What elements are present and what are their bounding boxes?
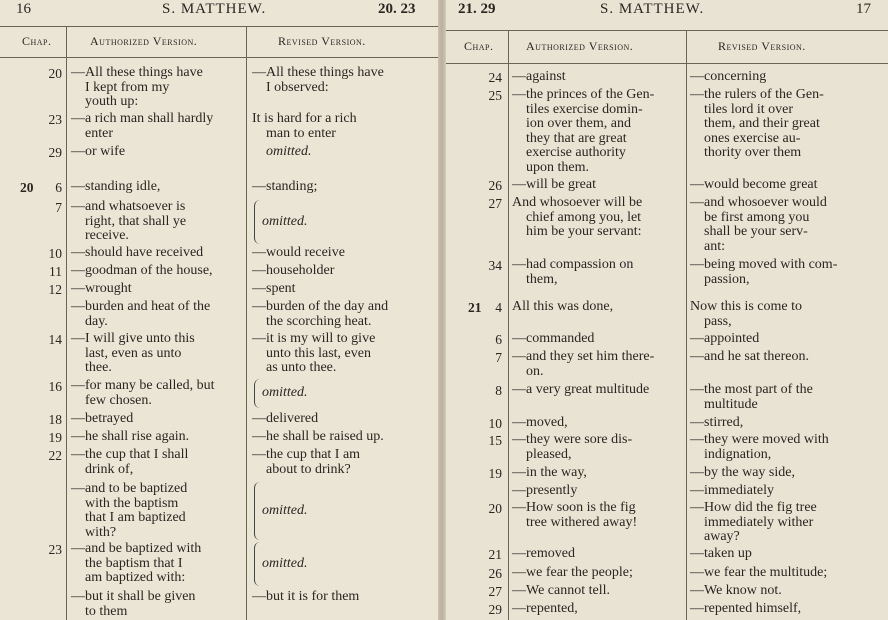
revised-text: omitted. <box>266 144 312 159</box>
verse-number: 7 <box>55 200 62 215</box>
authorized-text: they that are great <box>526 130 627 146</box>
revised-text: ones exercise au- <box>704 130 801 146</box>
verse-number: 34 <box>488 258 502 273</box>
authorized-text: —presently <box>512 483 578 498</box>
authorized-text: tree withered away! <box>526 514 638 530</box>
running-head <box>446 0 888 18</box>
verse-number: 18 <box>48 412 62 427</box>
authorized-text: —for many be called, but <box>71 378 215 393</box>
authorized-text: —How soon is the fig <box>512 500 636 515</box>
brace-mark <box>254 542 261 586</box>
authorized-text: All this was done, <box>512 299 614 314</box>
revised-text: omitted. <box>262 502 308 518</box>
revised-text: unto this last, even <box>266 345 371 361</box>
authorized-text: pleased, <box>526 446 572 462</box>
verse-number: 10 <box>488 416 502 431</box>
verse-number: 14 <box>48 332 62 347</box>
authorized-text: —will be great <box>512 177 596 192</box>
authorized-text: —and whatsoever is <box>71 199 186 214</box>
authorized-text: —should have received <box>71 245 204 260</box>
revised-text: be first among you <box>704 209 810 225</box>
authorized-text: —burden and heat of the <box>71 299 211 314</box>
verse-number: 24 <box>488 70 502 85</box>
revised-text: —appointed <box>690 331 760 346</box>
authorized-text: —wrought <box>71 281 132 296</box>
verse-range: 21. 29 <box>458 1 496 17</box>
revised-text: omitted. <box>262 555 308 571</box>
revised-text: —by the way side, <box>690 465 795 480</box>
authorized-text: drink of, <box>85 461 134 477</box>
revised-text: about to drink? <box>266 461 351 477</box>
brace-mark <box>254 379 261 408</box>
left-page <box>0 0 438 620</box>
verse-number: 21 <box>488 547 502 562</box>
verse-number: 26 <box>488 178 502 193</box>
authorized-text: —and they set him there- <box>512 349 655 364</box>
authorized-text: them, <box>526 271 558 287</box>
authorized-text: right, that shall ye <box>85 213 187 229</box>
column-rule <box>246 26 247 620</box>
authorized-text: —repented, <box>512 601 578 616</box>
revised-text: tiles lord it over <box>704 101 794 117</box>
verse-number: 26 <box>488 566 502 581</box>
header-chap: Chap. <box>464 39 494 53</box>
authorized-text: —he shall rise again. <box>71 429 190 444</box>
authorized-text: that I am baptized <box>85 510 186 525</box>
revised-text: —How did the fig tree <box>690 500 817 515</box>
authorized-text: on. <box>526 363 544 379</box>
revised-text: —but it is for them <box>252 589 360 604</box>
authorized-text: I kept from my <box>85 79 170 95</box>
authorized-text: him be your servant: <box>526 224 642 239</box>
revised-text: —it is my will to give <box>252 331 376 346</box>
page-number: 17 <box>856 1 871 17</box>
verse-number: 7 <box>495 350 502 365</box>
chapter-number: 20 <box>20 180 34 195</box>
revised-text: —the rulers of the Gen- <box>690 87 824 102</box>
verse-number: 22 <box>48 448 62 463</box>
revised-text: thority over them <box>704 145 802 160</box>
revised-text: —concerning <box>690 69 767 84</box>
revised-text: —We know not. <box>690 583 782 598</box>
authorized-text: —but it shall be given <box>71 589 196 604</box>
revised-text: —being moved with com- <box>690 257 838 272</box>
verse-number: 20 <box>488 501 502 516</box>
revised-text: —immediately <box>690 483 774 498</box>
header-chap: Chap. <box>22 34 52 48</box>
revised-text: multitude <box>704 396 758 412</box>
authorized-text: —commanded <box>512 331 595 346</box>
authorized-text: —We cannot tell. <box>512 583 611 598</box>
revised-text: —would receive <box>252 245 345 260</box>
brace-mark <box>254 482 261 540</box>
authorized-text: —I will give unto this <box>71 331 195 346</box>
authorized-text: —the princes of the Gen- <box>512 87 655 102</box>
revised-text: —householder <box>252 263 335 278</box>
authorized-text: youth up: <box>85 94 139 109</box>
authorized-text: —removed <box>512 546 575 561</box>
authorized-text: —and be baptized with <box>71 541 202 556</box>
revised-text: —burden of the day and <box>252 299 389 314</box>
book-gutter <box>438 0 446 620</box>
running-title: S. MATTHEW. <box>600 1 705 17</box>
authorized-text: last, even as unto <box>85 345 182 361</box>
revised-text: —standing; <box>252 179 318 194</box>
authorized-text: exercise authority <box>526 145 626 160</box>
authorized-text: the baptism that I <box>85 555 183 571</box>
authorized-text: chief among you, let <box>526 209 642 225</box>
verse-number: 12 <box>48 282 62 297</box>
page-number: 16 <box>16 1 31 17</box>
authorized-text: few chosen. <box>85 392 152 408</box>
revised-text: omitted. <box>262 213 308 229</box>
verse-number: 27 <box>488 584 502 599</box>
revised-text: —delivered <box>252 411 319 426</box>
revised-text: —the most part of the <box>690 382 813 397</box>
authorized-text: And whosoever will be <box>512 195 643 210</box>
column-rule <box>66 26 67 620</box>
authorized-text: —All these things have <box>71 65 203 80</box>
header-revised-version: Revised Version. <box>718 39 806 53</box>
revised-text: —would become great <box>690 177 818 192</box>
authorized-text: —we fear the people; <box>512 565 633 580</box>
revised-text: the scorching heat. <box>266 313 372 329</box>
revised-text: —repented himself, <box>690 601 802 616</box>
authorized-text: thee. <box>85 360 112 375</box>
verse-number: 29 <box>48 145 62 160</box>
revised-text: ant: <box>704 238 725 254</box>
authorized-text: —and to be baptized <box>71 481 188 496</box>
authorized-text: with? <box>85 524 117 540</box>
revised-text: man to enter <box>266 125 336 141</box>
header-revised-version: Revised Version. <box>278 34 366 48</box>
authorized-text: —betrayed <box>71 411 134 426</box>
authorized-text: —standing idle, <box>71 179 161 194</box>
revised-text: —stirred, <box>690 415 744 430</box>
brace-mark <box>254 200 261 244</box>
column-header <box>446 30 888 64</box>
revised-text: as unto thee. <box>266 360 337 375</box>
verse-range: 20. 23 <box>378 1 416 17</box>
verse-number: 6 <box>55 180 62 195</box>
revised-text: away? <box>704 529 740 544</box>
authorized-text: —a very great multitude <box>512 382 650 397</box>
revised-text: —taken up <box>690 546 752 561</box>
revised-text: —the cup that I am <box>252 447 361 462</box>
authorized-text: upon them. <box>526 159 589 175</box>
revised-text: —All these things have <box>252 65 384 80</box>
revised-text: —they were moved with <box>690 432 829 447</box>
verse-number: 10 <box>48 246 62 261</box>
verse-number: 11 <box>49 264 62 279</box>
running-head <box>0 0 438 18</box>
authorized-text: enter <box>85 125 113 141</box>
authorized-text: receive. <box>85 228 129 243</box>
right-page <box>446 0 888 620</box>
header-authorized-version: Authorized Version. <box>526 39 634 53</box>
authorized-text: —a rich man shall hardly <box>71 111 214 126</box>
authorized-text: with the baptism <box>85 495 179 511</box>
verse-number: 19 <box>488 466 502 481</box>
revised-text: shall be your serv- <box>704 224 808 239</box>
verse-number: 25 <box>488 88 502 103</box>
authorized-text: —they were sore dis- <box>512 432 633 447</box>
authorized-text: —had compassion on <box>512 257 634 272</box>
authorized-text: —or wife <box>71 144 126 159</box>
revised-text: —he shall be raised up. <box>252 429 384 444</box>
revised-text: —we fear the multitude; <box>690 565 828 580</box>
chapter-number: 21 <box>468 300 482 315</box>
revised-text: immediately wither <box>704 514 814 530</box>
verse-number: 15 <box>488 433 502 448</box>
verse-number: 16 <box>48 379 62 394</box>
verse-number: 19 <box>48 430 62 445</box>
verse-number: 23 <box>48 542 62 557</box>
column-rule <box>508 30 509 620</box>
column-rule <box>686 30 687 620</box>
authorized-text: ion over them, and <box>526 116 631 131</box>
authorized-text: day. <box>85 313 108 329</box>
verse-number: 6 <box>495 332 502 347</box>
header-authorized-version: Authorized Version. <box>90 34 198 48</box>
verse-number: 4 <box>495 300 502 315</box>
revised-text: —and whosoever would <box>690 195 827 210</box>
authorized-text: am baptized with: <box>85 570 186 585</box>
verse-number: 23 <box>48 112 62 127</box>
authorized-text: —the cup that I shall <box>71 447 189 462</box>
verse-number: 29 <box>488 602 502 617</box>
revised-text: them, and their great <box>704 116 820 131</box>
revised-text: —and he sat thereon. <box>690 349 809 364</box>
revised-text: pass, <box>704 313 732 329</box>
revised-text: Now this is come to <box>690 299 802 314</box>
authorized-text: —goodman of the house, <box>71 263 213 278</box>
authorized-text: —against <box>512 69 566 84</box>
revised-text: passion, <box>704 271 750 287</box>
verse-number: 20 <box>48 66 62 81</box>
running-title: S. MATTHEW. <box>162 1 267 17</box>
authorized-text: to them <box>85 603 128 619</box>
revised-text: indignation, <box>704 446 772 462</box>
revised-text: I observed: <box>266 79 329 95</box>
revised-text: It is hard for a rich <box>252 111 357 126</box>
verse-number: 8 <box>495 383 502 398</box>
authorized-text: —in the way, <box>512 465 587 480</box>
verse-number: 27 <box>488 196 502 211</box>
authorized-text: tiles exercise domin- <box>526 101 643 117</box>
revised-text: omitted. <box>262 385 308 401</box>
authorized-text: —moved, <box>512 415 568 430</box>
revised-text: —spent <box>252 281 296 296</box>
